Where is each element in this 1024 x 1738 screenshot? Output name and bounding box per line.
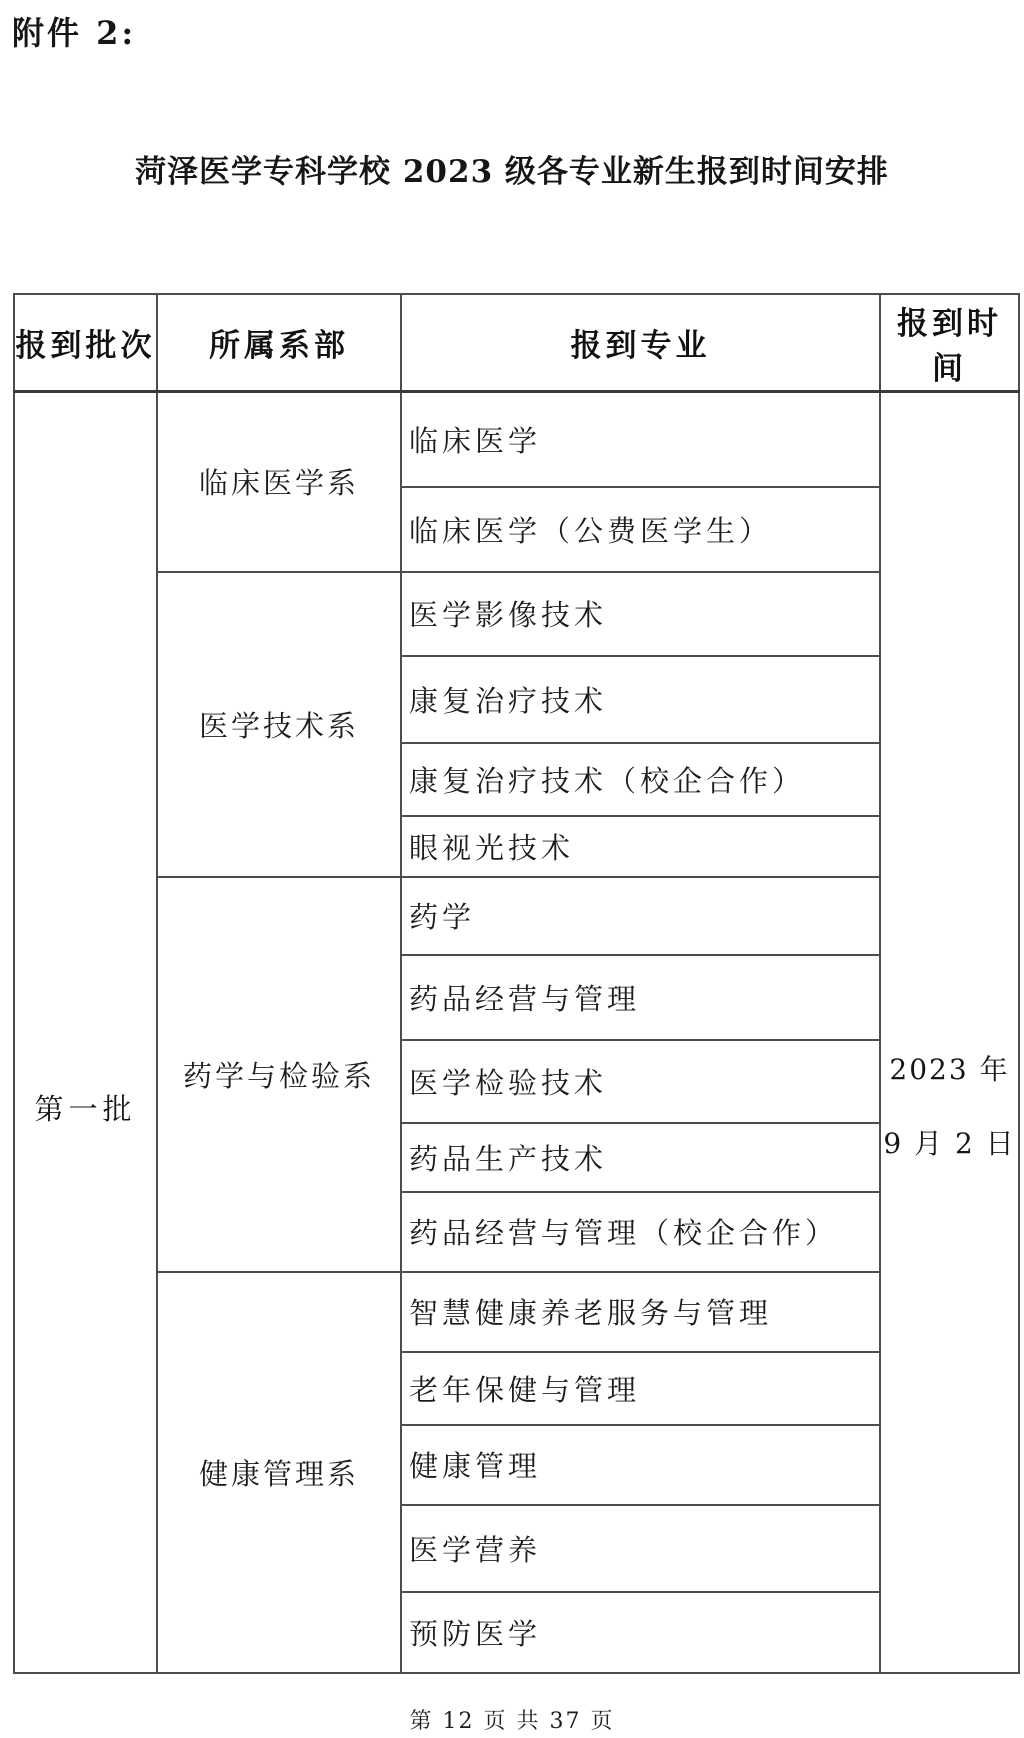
table-row: [14, 877, 1019, 955]
col-header-batch: 报到批次: [14, 294, 157, 392]
report-time-line: 2023 年: [889, 1053, 1010, 1087]
department-cell: 健康管理系: [157, 1272, 401, 1673]
table-row: [14, 392, 1019, 487]
major-cell: 医学影像技术: [401, 572, 880, 656]
major-cell: 健康管理: [401, 1425, 880, 1505]
table-header-row: [14, 294, 1019, 392]
major-cell: 药品生产技术: [401, 1123, 880, 1192]
major-cell: 预防医学: [401, 1592, 880, 1673]
table-row: [14, 572, 1019, 656]
department-cell: 药学与检验系: [157, 877, 401, 1272]
major-cell: 眼视光技术: [401, 816, 880, 877]
report-schedule-table: [13, 293, 1020, 1674]
table-row: [14, 1272, 1019, 1352]
major-cell: 康复治疗技术（校企合作）: [401, 743, 880, 816]
major-cell: 医学营养: [401, 1505, 880, 1592]
page-title: 菏泽医学专科学校 2023 级各专业新生报到时间安排: [135, 154, 889, 190]
major-cell: 药学: [401, 877, 880, 955]
department-cell: 临床医学系: [157, 392, 401, 572]
col-header-time: 报到时间: [880, 294, 1019, 392]
col-header-department: 所属系部: [157, 294, 401, 392]
department-cell: 医学技术系: [157, 572, 401, 877]
major-cell: 老年保健与管理: [401, 1352, 880, 1425]
report-time-cell: [880, 392, 1019, 1673]
major-cell: 医学检验技术: [401, 1040, 880, 1123]
major-cell: 康复治疗技术: [401, 656, 880, 743]
col-header-major: 报到专业: [401, 294, 880, 392]
major-cell: 药品经营与管理（校企合作）: [401, 1192, 880, 1272]
page-number-footer: 第 12 页 共 37 页: [409, 1709, 615, 1734]
major-cell: 临床医学: [401, 392, 880, 487]
attachment-label: 附件 2:: [12, 14, 137, 52]
batch-cell: 第一批: [14, 392, 157, 1673]
major-cell: 智慧健康养老服务与管理: [401, 1272, 880, 1352]
major-cell: 药品经营与管理: [401, 955, 880, 1040]
major-cell: 临床医学（公费医学生）: [401, 487, 880, 572]
report-time-line: 9 月 2 日: [883, 1127, 1016, 1161]
